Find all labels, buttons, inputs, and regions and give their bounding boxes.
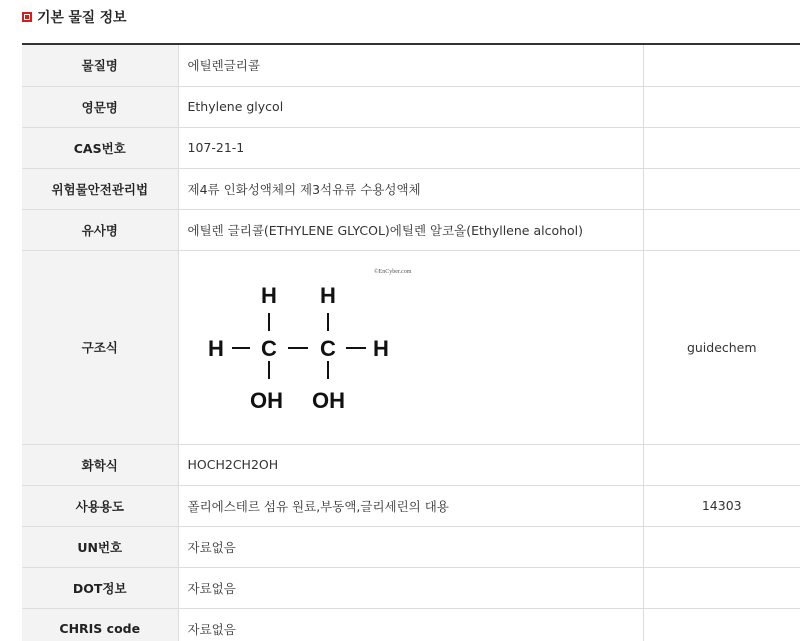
table-row: [22, 168, 800, 209]
atom-label: H: [207, 335, 224, 361]
row-value: 107-21-1: [178, 127, 643, 168]
watermark: ©EnCyber.com: [373, 268, 411, 275]
row-label: 구조식: [22, 250, 178, 444]
row-value: 자료없음: [178, 608, 643, 641]
row-label: 물질명: [22, 45, 178, 86]
section-title: 기본 물질 정보: [37, 10, 127, 26]
atom-label: C: [260, 335, 277, 361]
table-row: [22, 86, 800, 127]
row-extra: guidechem: [643, 250, 800, 444]
table-row: [22, 209, 800, 250]
row-label: 사용용도: [22, 485, 178, 526]
row-extra: [643, 45, 800, 86]
row-label: 화학식: [22, 444, 178, 485]
row-value: HOCH2CH2OH: [178, 444, 643, 485]
table-row-structure: [22, 250, 800, 444]
row-extra: [643, 608, 800, 641]
row-extra: [643, 444, 800, 485]
structure-cell: [178, 250, 643, 444]
structural-formula-image: [188, 251, 488, 444]
row-label: 위험물안전관리법: [22, 168, 178, 209]
table-row: [22, 526, 800, 567]
row-label: 영문명: [22, 86, 178, 127]
atom-label: OH: [249, 387, 283, 413]
atom-label: C: [319, 335, 336, 361]
atom-label: H: [260, 282, 277, 308]
substance-info-table: [22, 43, 800, 641]
row-value: Ethylene glycol: [178, 86, 643, 127]
row-extra: [643, 127, 800, 168]
row-extra: [643, 209, 800, 250]
table-row: [22, 567, 800, 608]
row-label: DOT정보: [22, 567, 178, 608]
row-value: 자료없음: [178, 526, 643, 567]
row-label: CAS번호: [22, 127, 178, 168]
table-row: [22, 608, 800, 641]
row-label: CHRIS code: [22, 608, 178, 641]
row-extra: [643, 86, 800, 127]
atom-label: OH: [311, 387, 345, 413]
section-heading: [22, 8, 126, 26]
row-value: 에틸렌 글리콜(ETHYLENE GLYCOL)에틸렌 알코올(Ethyllene alcohol): [178, 209, 643, 250]
table-row: [22, 444, 800, 485]
row-label: UN번호: [22, 526, 178, 567]
row-value: 폴리에스테르 섬유 원료,부동액,글리세린의 대용: [178, 485, 643, 526]
table-row: [22, 127, 800, 168]
table-row: [22, 485, 800, 526]
row-value: 제4류 인화성액체의 제3석유류 수용성액체: [178, 168, 643, 209]
atom-label: H: [372, 335, 389, 361]
row-extra: [643, 526, 800, 567]
row-extra: 14303: [643, 485, 800, 526]
square-bullet-icon: [22, 12, 32, 22]
row-extra: [643, 567, 800, 608]
row-label: 유사명: [22, 209, 178, 250]
row-value: 자료없음: [178, 567, 643, 608]
row-extra: [643, 168, 800, 209]
atom-label: H: [319, 282, 336, 308]
row-value: 에틸렌글리콜: [178, 45, 643, 86]
table-row: [22, 45, 800, 86]
